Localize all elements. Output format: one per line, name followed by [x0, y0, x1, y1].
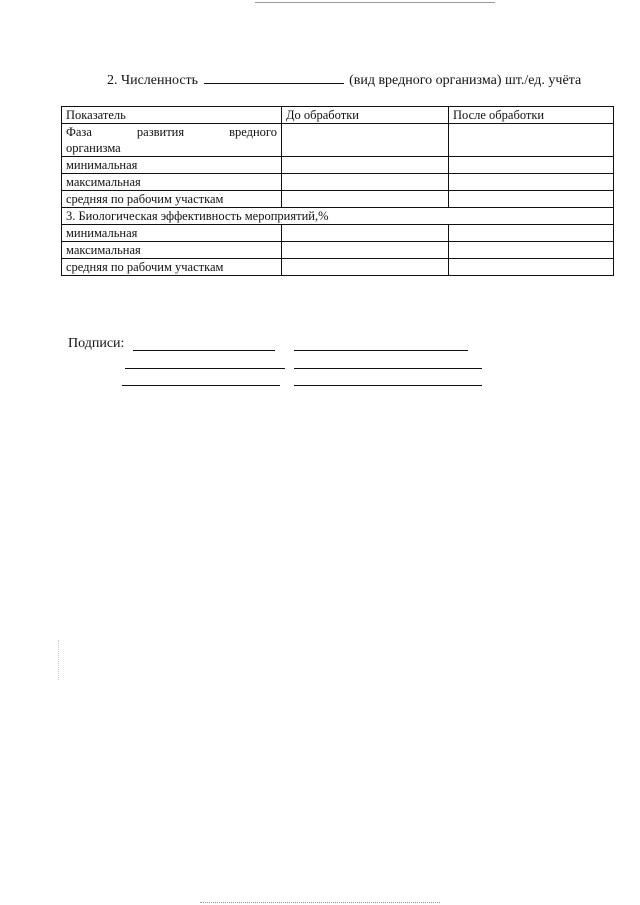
- table-cell-empty: [449, 225, 614, 242]
- header-before: До обработки: [282, 107, 449, 124]
- signature-line: [294, 385, 482, 386]
- row-label: минимальная: [62, 157, 282, 174]
- header-indicator: Показатель: [62, 107, 282, 124]
- table-cell-empty: [449, 242, 614, 259]
- signature-line: [125, 368, 285, 369]
- table-cell-empty: [449, 259, 614, 276]
- row-label: средняя по рабочим участкам: [62, 191, 282, 208]
- table-cell-empty: [282, 259, 449, 276]
- table-row-eff-min: [62, 225, 614, 242]
- scan-edge-bottom: [200, 902, 440, 903]
- phase-word-3: вредного: [229, 125, 277, 139]
- signature-line: [122, 385, 280, 386]
- phase-word-2: развития: [136, 125, 185, 139]
- table-cell-empty: [449, 191, 614, 208]
- row-label: максимальная: [62, 242, 282, 259]
- signature-line: [294, 368, 482, 369]
- table-cell-empty: [282, 225, 449, 242]
- section-2-heading: [107, 72, 607, 89]
- section-2-suffix: (вид вредного организма) шт./ед. учёта: [349, 73, 582, 88]
- table-cell-empty: [449, 157, 614, 174]
- table-cell-empty: [449, 174, 614, 191]
- scan-edge-top: [255, 2, 495, 3]
- section-3-title: 3. Биологическая эффективность мероприятий,%: [62, 208, 614, 225]
- table-cell-empty: [282, 174, 449, 191]
- table-header-row: [62, 107, 614, 124]
- section-3-row: [62, 208, 614, 225]
- phase-line-1: [66, 124, 277, 140]
- table-row-eff-max: [62, 242, 614, 259]
- phase-line-2: организма: [66, 141, 121, 155]
- row-label: максимальная: [62, 174, 282, 191]
- table-row-min: [62, 157, 614, 174]
- signature-line: [133, 350, 275, 351]
- scan-artifact: [58, 640, 59, 680]
- table-row-max: [62, 174, 614, 191]
- table-cell-empty: [282, 124, 449, 157]
- signature-line: [294, 350, 468, 351]
- pest-count-blank: [204, 72, 344, 84]
- phase-cell: [62, 124, 282, 157]
- table-cell-empty: [449, 124, 614, 157]
- row-label: минимальная: [62, 225, 282, 242]
- table-row-avg: [62, 191, 614, 208]
- table-row-eff-avg: [62, 259, 614, 276]
- table-cell-empty: [282, 191, 449, 208]
- row-label: средняя по рабочим участкам: [62, 259, 282, 276]
- table-cell-empty: [282, 157, 449, 174]
- indicators-table: [61, 106, 614, 276]
- header-after: После обработки: [449, 107, 614, 124]
- phase-word-1: Фаза: [66, 125, 92, 139]
- signatures-label: Подписи:: [68, 336, 125, 351]
- table-cell-empty: [282, 242, 449, 259]
- section-2-prefix: 2. Численность: [107, 73, 199, 88]
- table-row-phase: [62, 124, 614, 157]
